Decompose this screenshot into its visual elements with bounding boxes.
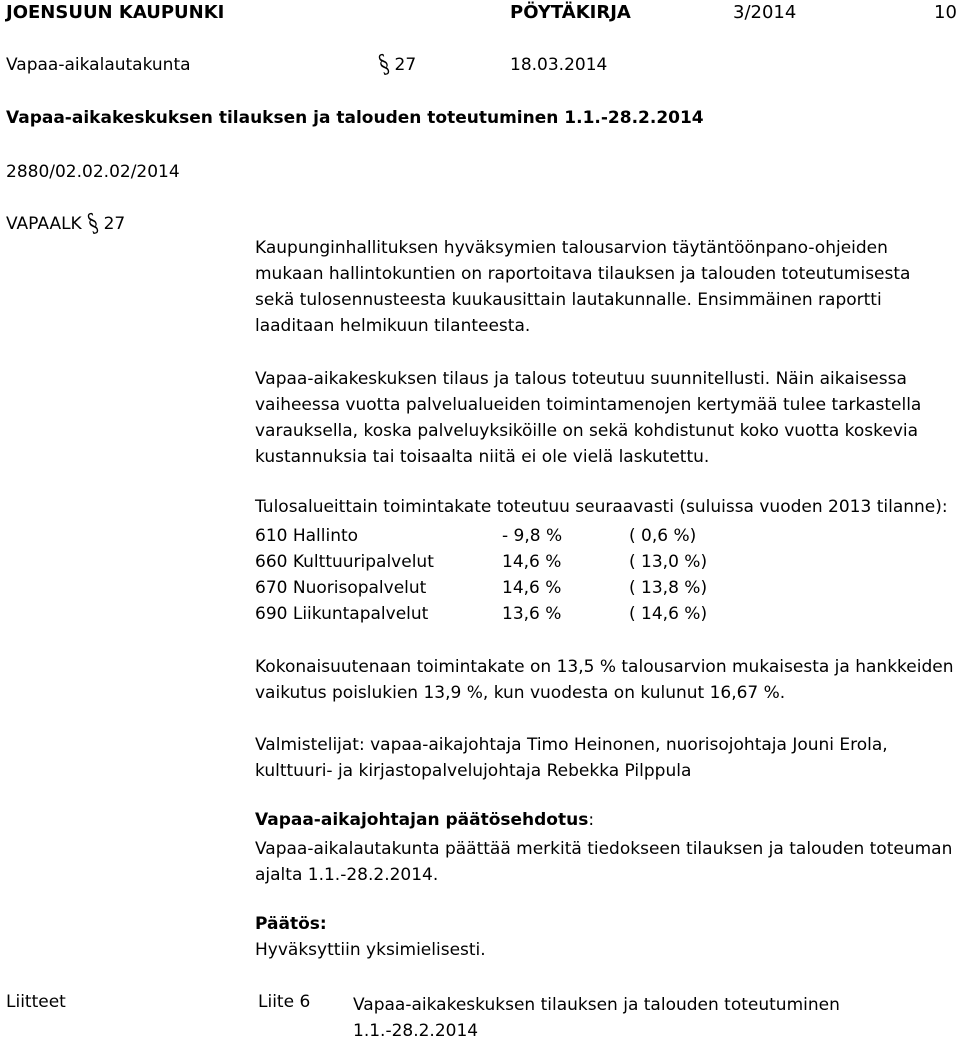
attachments-label: Liitteet <box>6 992 66 1012</box>
city-name: JOENSUUN KAUPUNKI <box>6 2 225 23</box>
proposal-text: Vapaa-aikalautakunta päättää merkitä tiedokseen tilauksen ja talouden toteuman ajalta 1.1.-28.2.2014. <box>255 839 953 885</box>
unit-value: - 9,8 % <box>502 526 563 546</box>
reference-number: 2880/02.02.02/2014 <box>6 162 180 182</box>
table-intro: Tulosalueittain toimintakate toteutuu seuraavasti (suluissa vuoden 2013 tilanne): <box>255 497 948 517</box>
unit-value: 14,6 % <box>502 552 562 572</box>
section-value: 27 <box>394 55 417 75</box>
unit-name: 670 Nuorisopalvelut <box>255 578 427 598</box>
unit-value: 13,6 % <box>502 604 562 624</box>
document-number: 3/2014 <box>733 2 797 23</box>
decision-text: Hyväksyttiin yksimielisesti. <box>255 940 486 960</box>
section-symbol: § <box>375 49 393 81</box>
unit-previous: ( 14,6 %) <box>629 604 708 624</box>
unit-value: 14,6 % <box>502 578 562 598</box>
paragraph-total: Kokonaisuutenaan toimintakate on 13,5 % talousarvion mukaisesta ja hankkeiden vaikutus poislukien 13,9 %, kun vuodesta on kulunut 16,67 %. <box>255 657 954 703</box>
unit-previous: ( 13,0 %) <box>629 552 708 572</box>
decision-label: Päätös: <box>255 914 327 934</box>
section-number <box>375 49 417 81</box>
page-number: 10 <box>934 2 957 23</box>
prepared-by: Valmistelijat: vapaa-aikajohtaja Timo Heinonen, nuorisojohtaja Jouni Erola, kulttuuri- ja kirjastopalvelujohtaja Rebekka Pilppula <box>255 735 888 781</box>
previous-reference-label: VAPAALK <box>6 214 82 234</box>
paragraph-status: Vapaa-aikakeskuksen tilaus ja talous toteutuu suunnitellusti. Näin aikaisessa vaiheessa vuotta palvelualueiden toimintamenojen kertymää tulee tarkastella varauksella, koska palveluyksiköille on sekä kohdistunut koko vuotta koskevia kustannuksia tai toisaalta niitä ei ole vielä laskutettu. <box>255 369 922 467</box>
proposal-heading <box>255 810 594 830</box>
agenda-title: Vapaa-aikakeskuksen tilauksen ja talouden toteutuminen 1.1.-28.2.2014 <box>6 108 704 128</box>
attachment-ref: Liite 6 <box>258 992 311 1012</box>
paragraph-reporting: Kaupunginhallituksen hyväksymien talousarvion täytäntöönpano-ohjeiden mukaan hallintokuntien on raportoitava tilauksen ja talouden toteutumisesta sekä tulosennusteesta kuukausittain lautakunnalle. Ensimmäinen raportti laaditaan helmikuun tilanteesta. <box>255 238 911 336</box>
unit-name: 610 Hallinto <box>255 526 359 546</box>
unit-name: 690 Liikuntapalvelut <box>255 604 429 624</box>
attachment-title: Vapaa-aikakeskuksen tilauksen ja talouden toteutuminen 1.1.-28.2.2014 <box>353 995 840 1041</box>
previous-section-value: 27 <box>103 214 126 234</box>
proposal-colon: : <box>588 810 595 830</box>
unit-name: 660 Kulttuuripalvelut <box>255 552 434 572</box>
previous-reference <box>6 208 126 240</box>
meeting-date: 18.03.2014 <box>510 55 608 75</box>
proposal-label: Vapaa-aikajohtajan päätösehdotus <box>255 810 589 830</box>
document-type: PÖYTÄKIRJA <box>510 2 631 23</box>
unit-previous: ( 0,6 %) <box>629 526 697 546</box>
committee-name: Vapaa-aikalautakunta <box>6 55 191 75</box>
previous-section-symbol: § <box>84 208 103 240</box>
unit-previous: ( 13,8 %) <box>629 578 708 598</box>
